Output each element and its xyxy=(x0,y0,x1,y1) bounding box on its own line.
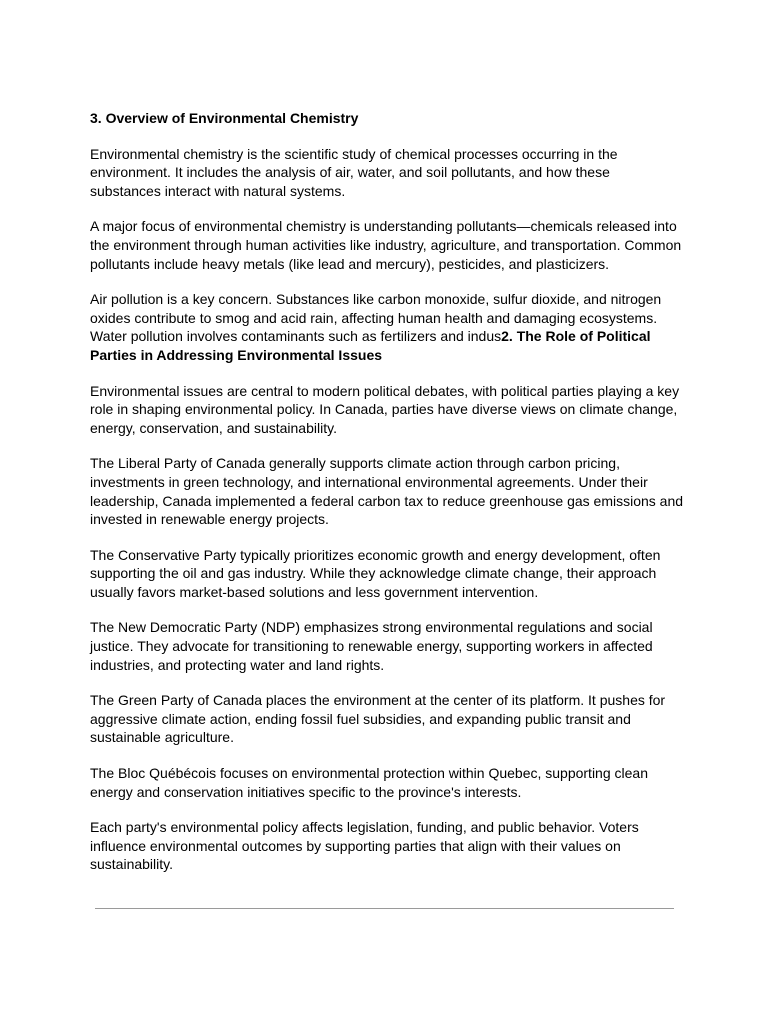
paragraph-policy-impact: Each party's environmental policy affects legislation, funding, and public behavior. Voters influence environmental outcomes by supporting parties that align with their values on sustainability. xyxy=(90,819,639,873)
paragraph-air-pollution xyxy=(90,290,684,364)
paragraph-bloc-quebecois: The Bloc Québécois focuses on environmental protection within Quebec, supporting clean energy and conservation initiatives specific to the province's interests. xyxy=(90,765,648,800)
paragraph-green-party: The Green Party of Canada places the environment at the center of its platform. It pushes for aggressive climate action, ending fossil fuel subsidies, and expanding public transit and sustainable agriculture. xyxy=(90,692,666,746)
paragraph-pollutants: A major focus of environmental chemistry is understanding pollutants—chemicals released into the environment through human activities like industry, agriculture, and transportation. Common pollutants include heavy metals (like lead and mercury), pesticides, and plasticizers. xyxy=(90,218,682,272)
document-body xyxy=(90,109,684,891)
section-heading: 3. Overview of Environmental Chemistry xyxy=(90,110,359,126)
paragraph-intro: Environmental chemistry is the scientific study of chemical processes occurring in the environment. It includes the analysis of air, water, and soil pollutants, and how these substances interact with natural systems. xyxy=(90,145,618,199)
paragraph-ndp: The New Democratic Party (NDP) emphasizes strong environmental regulations and social justice. They advocate for transitioning to renewable energy, supporting workers in affected industries, and protecting water and land rights. xyxy=(90,619,653,673)
paragraph-air-pollution-text: Air pollution is a key concern. Substances like carbon monoxide, sulfur dioxide, and nitrogen oxides contribute to smog and acid rain, affecting human health and damaging ecosystems. Water pollution involves contaminants such as fertilizers and indus xyxy=(90,291,662,345)
paragraph-political-debates: Environmental issues are central to modern political debates, with political parties playing a key role in shaping environmental policy. In Canada, parties have diverse views on climate change, energy, conservation, and sustainability. xyxy=(90,382,680,436)
horizontal-divider xyxy=(95,908,674,909)
section-heading-political-parties: 2. The Role of Political Parties in Addressing Environmental Issues xyxy=(90,328,651,363)
paragraph-conservative-party: The Conservative Party typically prioritizes economic growth and energy development, often supporting the oil and gas industry. While they acknowledge climate change, their approach usually favors market-based solutions and less government intervention. xyxy=(90,546,661,600)
paragraph-liberal-party: The Liberal Party of Canada generally supports climate action through carbon pricing, investments in green technology, and international environmental agreements. Under their leadership, Canada implemented a federal carbon tax to reduce greenhouse gas emissions and invested in renewable energy projects. xyxy=(90,455,684,528)
